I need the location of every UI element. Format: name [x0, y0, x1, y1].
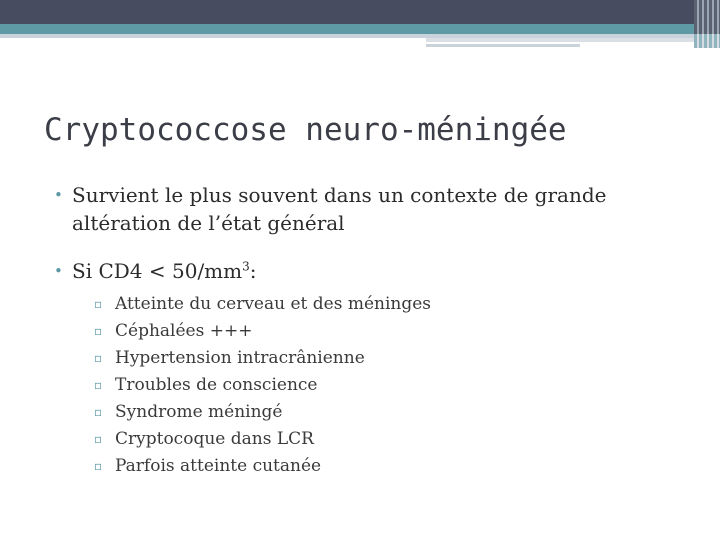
corner-decoration-lower	[694, 34, 720, 48]
bullet-marker: •	[54, 262, 63, 280]
sub-bullet-text: Cryptocoque dans LCR	[115, 429, 314, 449]
sub-bullet-item	[93, 372, 692, 399]
sub-bullet-item	[93, 426, 692, 453]
sub-bullet-item	[93, 453, 692, 480]
sub-bullet-text: Atteinte du cerveau et des méninges	[115, 294, 432, 314]
header-band-teal	[0, 24, 720, 34]
bullet-text-suffix: :	[249, 259, 257, 283]
sub-bullet-list	[72, 291, 692, 480]
header-stripe-short	[426, 44, 580, 47]
bullet-text-prefix: Si CD4 < 50/mm	[72, 259, 243, 283]
bullet-text-superscript: 3	[242, 259, 250, 274]
slide-title: Cryptococcose neuro-méningée	[44, 112, 567, 148]
sub-bullet-text: Céphalées +++	[115, 321, 253, 341]
header-stripe	[426, 38, 694, 42]
slide-body	[52, 181, 692, 480]
sub-bullet-marker: ▫	[94, 378, 103, 392]
bullet-item	[52, 257, 692, 480]
sub-bullet-marker: ▫	[94, 297, 103, 311]
sub-bullet-marker: ▫	[94, 324, 103, 338]
sub-bullet-marker: ▫	[94, 459, 103, 473]
sub-bullet-text: Parfois atteinte cutanée	[115, 456, 322, 476]
sub-bullet-text: Troubles de conscience	[115, 375, 318, 395]
sub-bullet-text: Syndrome méningé	[115, 402, 283, 422]
sub-bullet-marker: ▫	[94, 432, 103, 446]
sub-bullet-marker: ▫	[94, 405, 103, 419]
bullet-marker: •	[54, 186, 63, 204]
sub-bullet-item	[93, 291, 692, 318]
bullet-text: Survient le plus souvent dans un contexte de grande altération de l’état général	[72, 183, 607, 235]
sub-bullet-item	[93, 345, 692, 372]
sub-bullet-item	[93, 318, 692, 345]
bullet-item	[52, 181, 692, 237]
header-band-dark	[0, 0, 720, 24]
sub-bullet-item	[93, 399, 692, 426]
sub-bullet-text: Hypertension intracrânienne	[115, 348, 365, 368]
sub-bullet-marker: ▫	[94, 351, 103, 365]
